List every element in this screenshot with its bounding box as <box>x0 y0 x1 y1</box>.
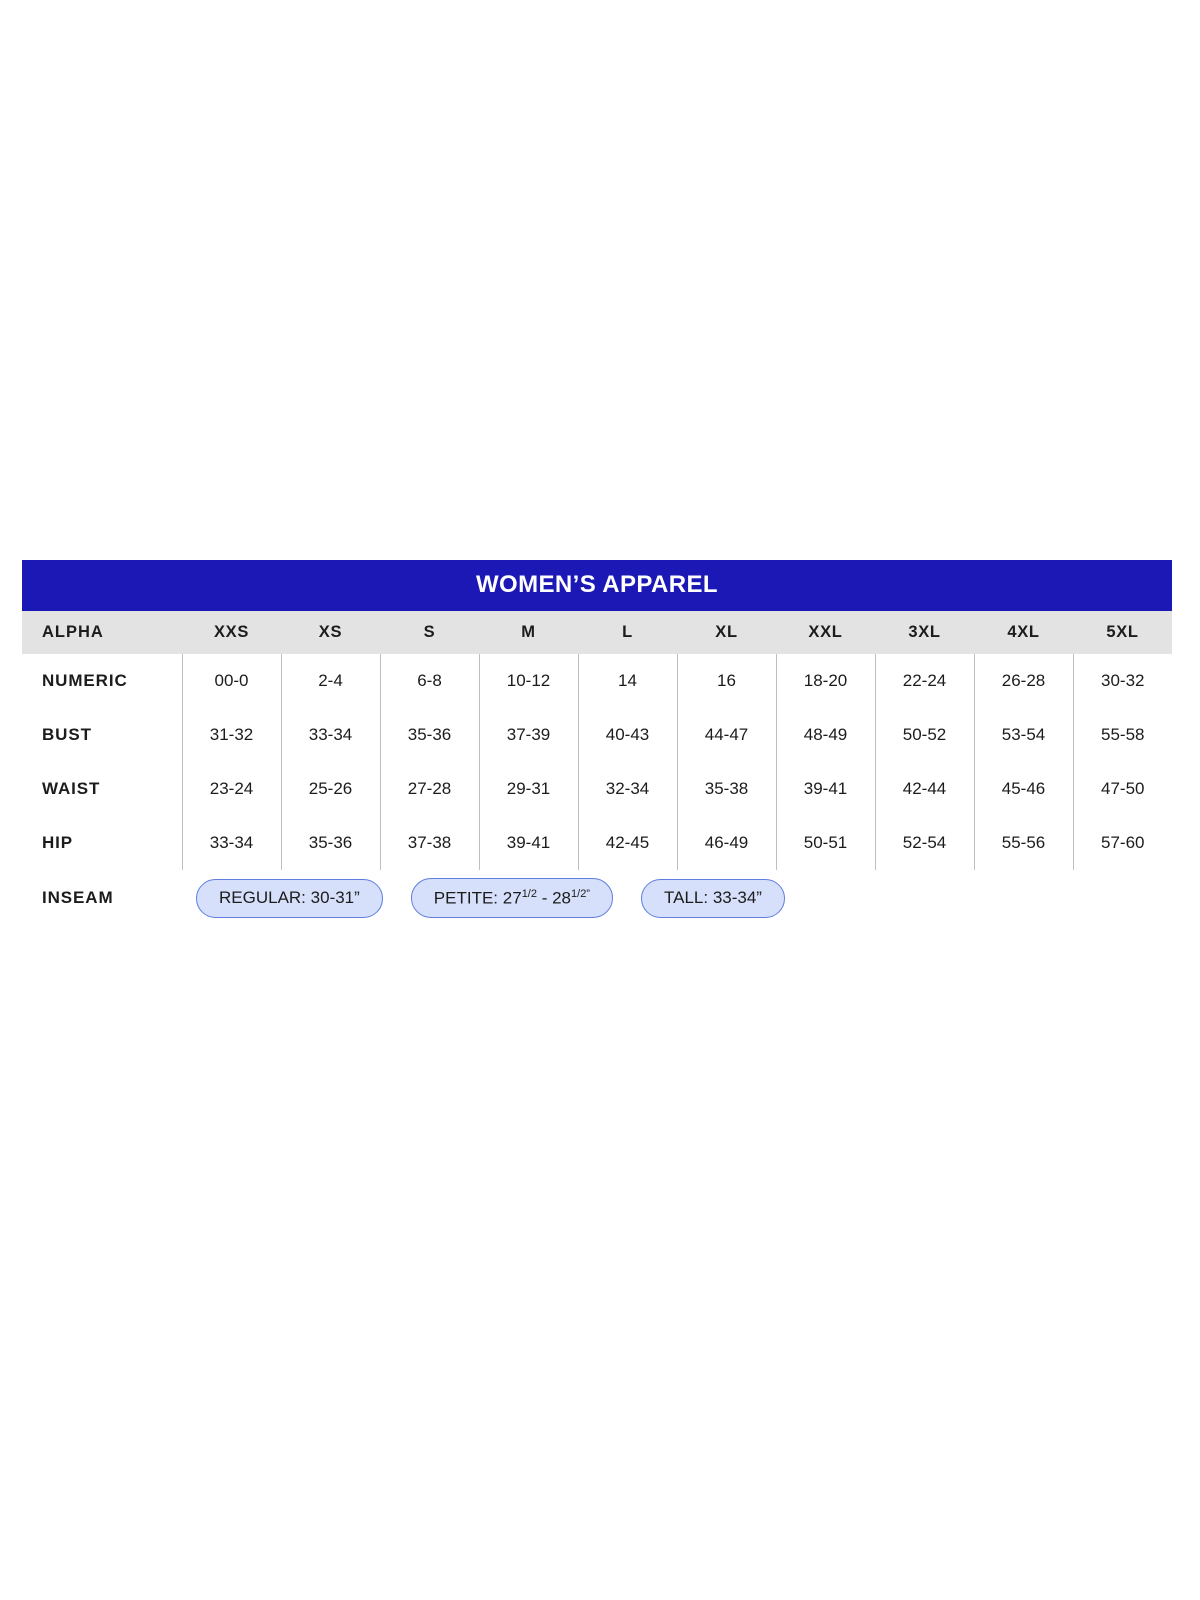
inseam-regular-name: REGULAR: <box>219 887 306 907</box>
row-label-inseam: INSEAM <box>42 888 114 908</box>
cell-hip-m: 39-41 <box>479 816 578 870</box>
cell-waist-5xl: 47-50 <box>1073 762 1172 816</box>
cell-waist-s: 27-28 <box>380 762 479 816</box>
cell-numeric-3xl: 22-24 <box>875 654 974 708</box>
cell-hip-l: 42-45 <box>578 816 677 870</box>
table-row <box>22 708 1172 762</box>
cell-hip-4xl: 55-56 <box>974 816 1073 870</box>
cell-bust-4xl: 53-54 <box>974 708 1073 762</box>
cell-numeric-4xl: 26-28 <box>974 654 1073 708</box>
inseam-petite-value-mid: - 28 <box>541 888 572 908</box>
table-row <box>22 654 1172 708</box>
cell-hip-xxl: 50-51 <box>776 816 875 870</box>
inseam-petite-fraction-1: 1/2 <box>521 888 537 900</box>
cell-numeric-l: 14 <box>578 654 677 708</box>
column-header-l: L <box>578 611 677 654</box>
cell-waist-xs: 25-26 <box>281 762 380 816</box>
size-chart-table <box>22 611 1172 926</box>
cell-hip-3xl: 52-54 <box>875 816 974 870</box>
inseam-option-regular[interactable] <box>196 879 383 918</box>
cell-waist-3xl: 42-44 <box>875 762 974 816</box>
inseam-tall-name: TALL: <box>663 887 709 907</box>
table-header <box>22 611 1172 654</box>
cell-hip-s: 37-38 <box>380 816 479 870</box>
row-label-waist: WAIST <box>42 779 101 798</box>
inseam-tall-value: 33-34” <box>712 887 762 907</box>
cell-bust-s: 35-36 <box>380 708 479 762</box>
cell-bust-5xl: 55-58 <box>1073 708 1172 762</box>
chart-title: WOMEN’S APPAREL <box>22 560 1172 611</box>
row-label-bust: BUST <box>42 725 92 744</box>
row-label-hip: HIP <box>42 833 74 852</box>
table-body <box>22 654 1172 926</box>
cell-bust-l: 40-43 <box>578 708 677 762</box>
cell-waist-m: 29-31 <box>479 762 578 816</box>
cell-numeric-xs: 2-4 <box>281 654 380 708</box>
column-header-xxs: XXS <box>182 611 281 654</box>
cell-numeric-xl: 16 <box>677 654 776 708</box>
column-header-3xl: 3XL <box>875 611 974 654</box>
cell-bust-3xl: 50-52 <box>875 708 974 762</box>
cell-bust-xl: 44-47 <box>677 708 776 762</box>
inseam-row <box>22 870 1172 926</box>
column-header-xl: XL <box>677 611 776 654</box>
cell-hip-xl: 46-49 <box>677 816 776 870</box>
column-header-5xl: 5XL <box>1073 611 1172 654</box>
cell-bust-m: 37-39 <box>479 708 578 762</box>
table-row <box>22 816 1172 870</box>
cell-hip-xs: 35-36 <box>281 816 380 870</box>
cell-hip-5xl: 57-60 <box>1073 816 1172 870</box>
inseam-petite-name: PETITE: <box>433 888 499 908</box>
column-header-s: S <box>380 611 479 654</box>
table-row <box>22 762 1172 816</box>
column-header-xxl: XXL <box>776 611 875 654</box>
cell-bust-xs: 33-34 <box>281 708 380 762</box>
column-header-alpha: ALPHA <box>22 611 182 654</box>
cell-waist-4xl: 45-46 <box>974 762 1073 816</box>
inseam-option-tall[interactable] <box>641 879 785 918</box>
size-chart <box>22 560 1172 926</box>
column-header-4xl: 4XL <box>974 611 1073 654</box>
cell-waist-xxs: 23-24 <box>182 762 281 816</box>
column-header-m: M <box>479 611 578 654</box>
inseam-regular-value: 30-31” <box>310 887 360 907</box>
table-header-row <box>22 611 1172 654</box>
row-label-numeric: NUMERIC <box>42 671 128 690</box>
cell-numeric-xxs: 00-0 <box>182 654 281 708</box>
cell-bust-xxs: 31-32 <box>182 708 281 762</box>
cell-bust-xxl: 48-49 <box>776 708 875 762</box>
inseam-options <box>182 878 1172 918</box>
cell-waist-xl: 35-38 <box>677 762 776 816</box>
cell-numeric-s: 6-8 <box>380 654 479 708</box>
inseam-option-petite[interactable] <box>411 878 613 918</box>
cell-hip-xxs: 33-34 <box>182 816 281 870</box>
cell-numeric-m: 10-12 <box>479 654 578 708</box>
cell-numeric-5xl: 30-32 <box>1073 654 1172 708</box>
cell-waist-l: 32-34 <box>578 762 677 816</box>
cell-numeric-xxl: 18-20 <box>776 654 875 708</box>
inseam-petite-fraction-2: 1/2” <box>571 888 590 900</box>
column-header-xs: XS <box>281 611 380 654</box>
inseam-options-cell <box>182 870 1172 926</box>
inseam-petite-value-pre: 27 <box>502 888 522 908</box>
cell-waist-xxl: 39-41 <box>776 762 875 816</box>
